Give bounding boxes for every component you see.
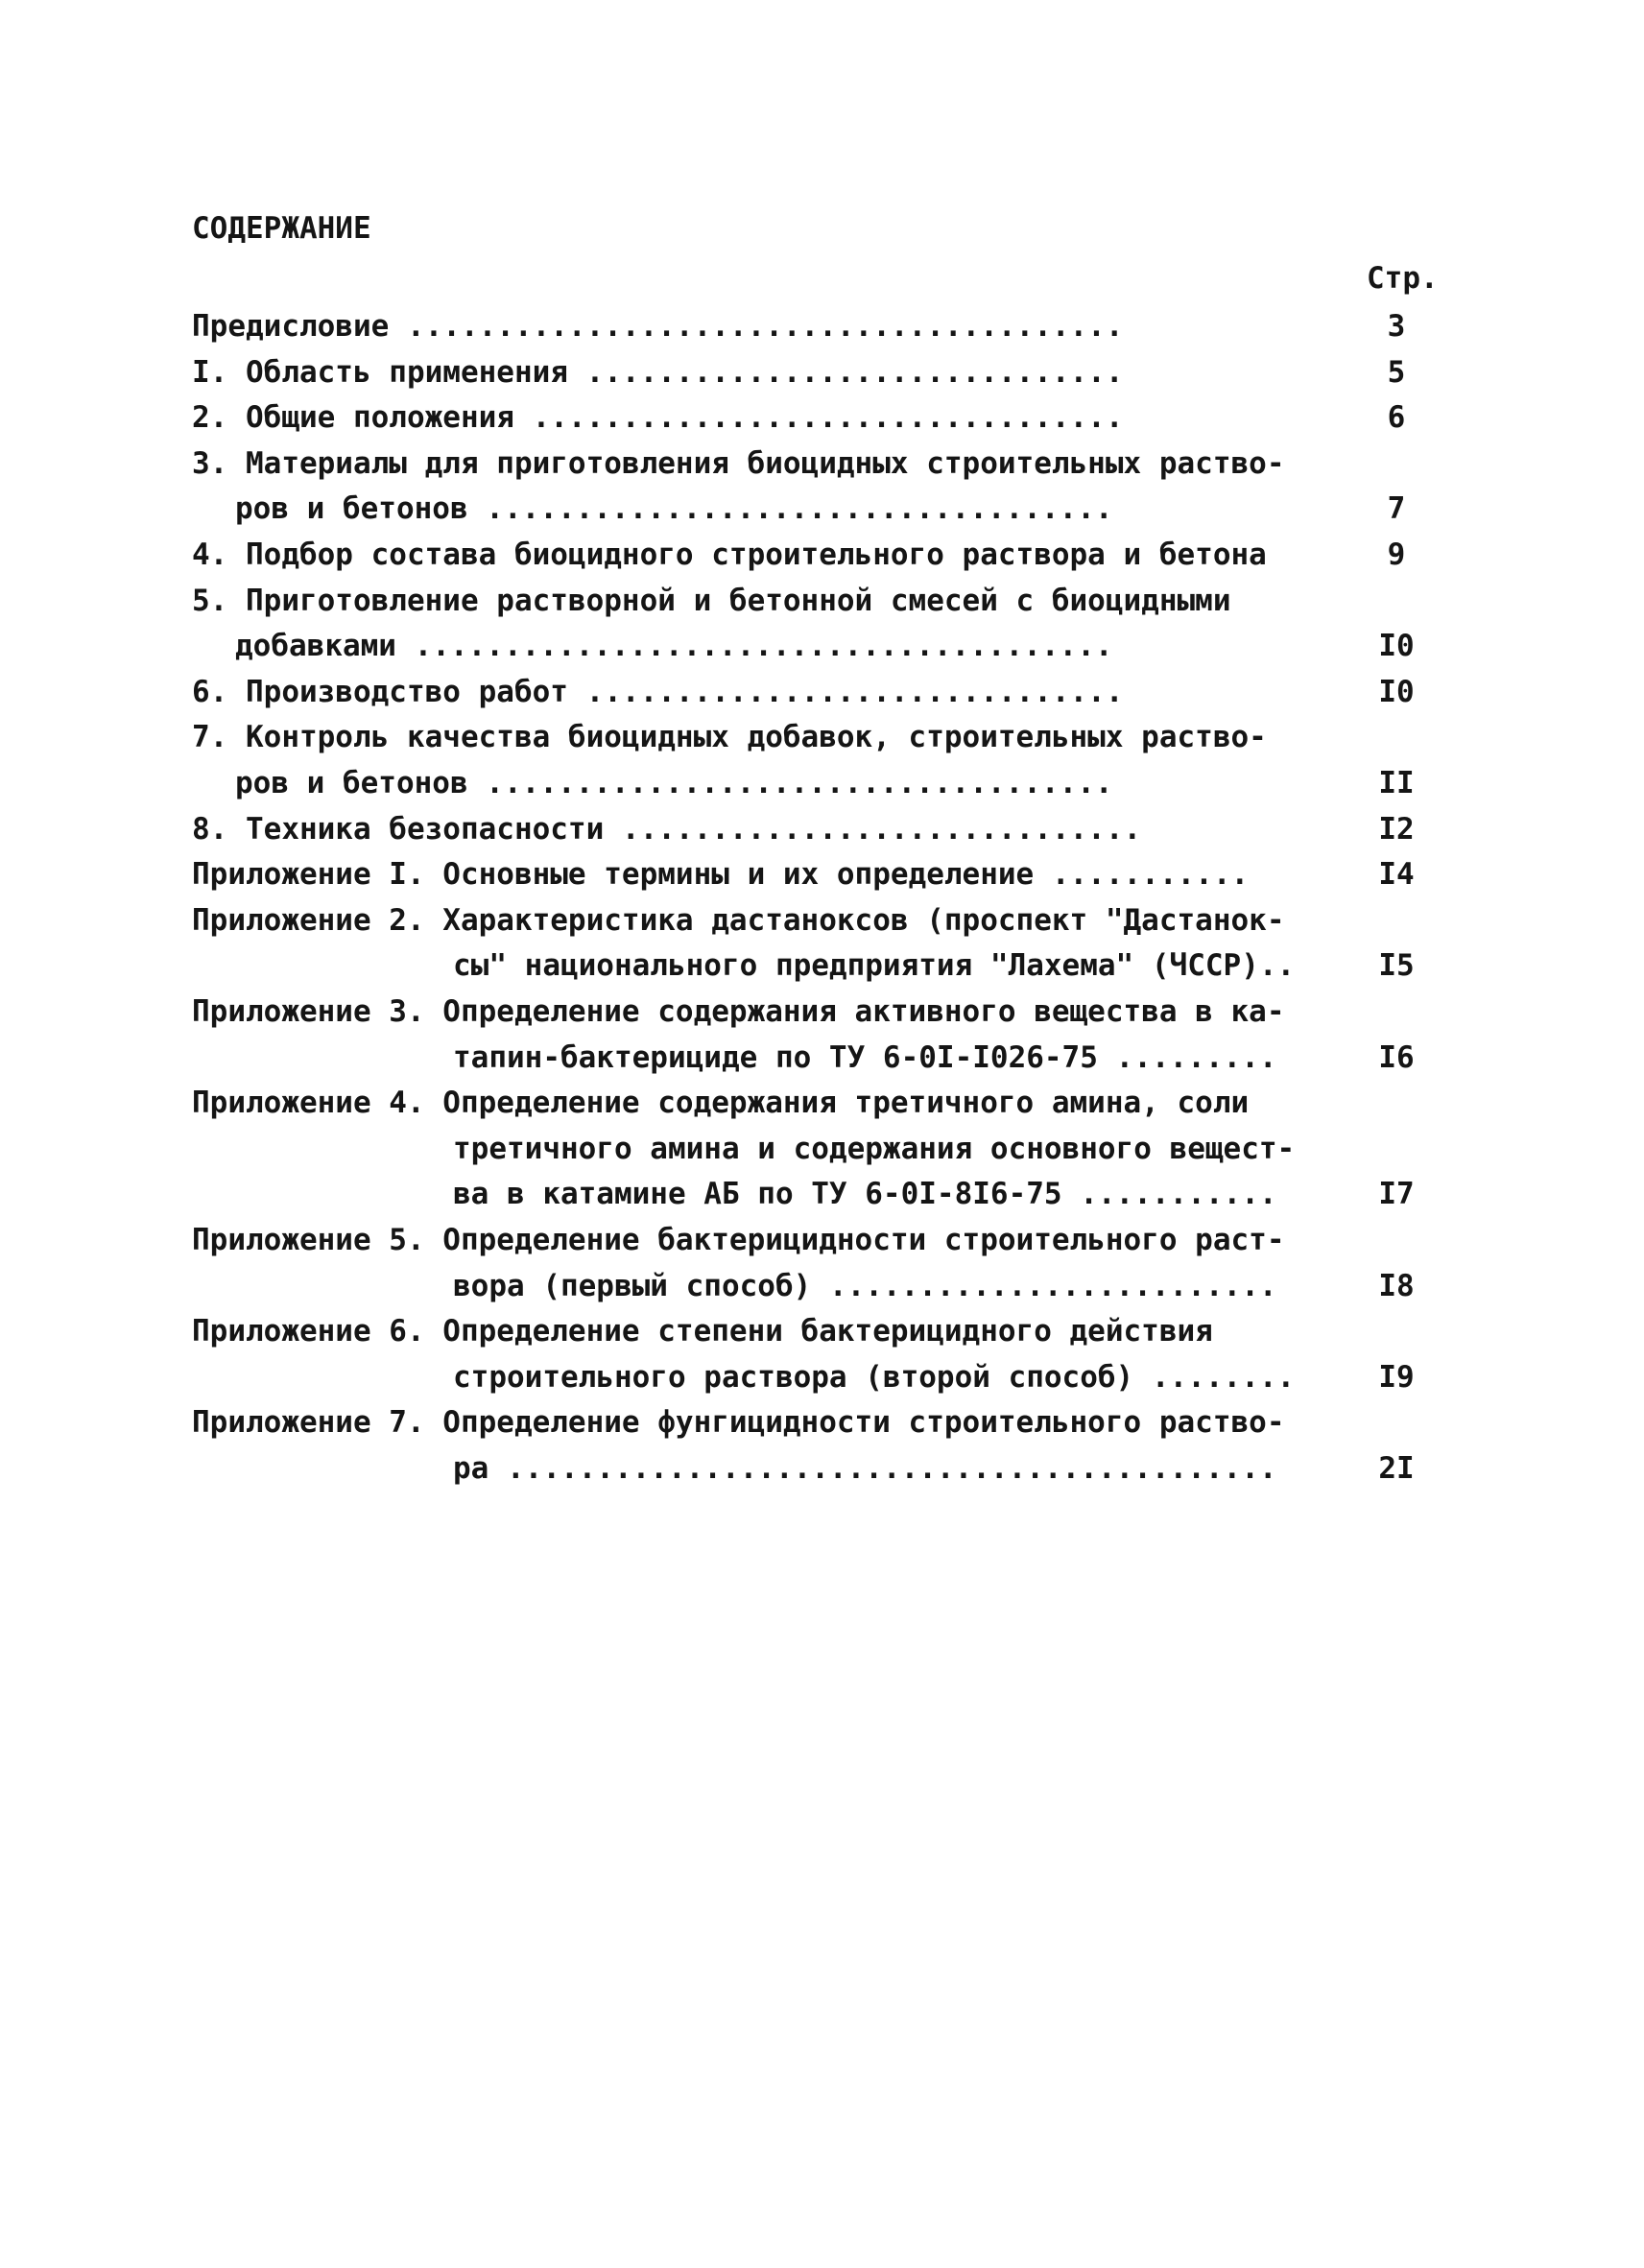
toc-entry-text: Предисловие ........................................	[192, 309, 1124, 344]
page-title: СОДЕРЖАНИЕ	[192, 211, 371, 246]
toc-entry-text: Приложение 7. Определение фунгицидности строительного раство-	[192, 1405, 1285, 1441]
toc-entry-page-number: I7	[1378, 1177, 1415, 1212]
toc-entry-page-number: 6	[1387, 400, 1406, 436]
toc-entry-text: ров и бетонов ...................................	[235, 766, 1113, 800]
toc-entry-text: 8. Техника безопасности .............................	[192, 811, 1142, 847]
toc-entry-page-number: I8	[1378, 1268, 1415, 1303]
toc-entry-text: 4. Подбор состава биоцидного строительного раствора и бетона	[192, 537, 1267, 572]
toc-entry-page-number: I0	[1378, 629, 1415, 664]
toc-entry-text: Приложение 5. Определение бактерицидности строительного раст-	[192, 1223, 1285, 1257]
toc-entry-text: 3. Материалы для приготовления биоцидных строительных раство-	[192, 445, 1285, 481]
toc-entry-page-number: I5	[1378, 948, 1415, 984]
toc-entry-text: Приложение 6. Определение степени бактерицидного действия	[192, 1314, 1213, 1349]
toc-entry-page-number: 7	[1387, 491, 1406, 527]
toc-entry-page-number: I4	[1378, 857, 1415, 893]
toc-entry-page-number: I6	[1378, 1039, 1415, 1075]
toc-entry-text: строительного раствора (второй способ) ........	[453, 1359, 1296, 1395]
toc-entry-page-number: 9	[1387, 537, 1406, 572]
toc-entry-text: 7. Контроль качества биоцидных добавок, строительных раство-	[192, 720, 1267, 755]
toc-entry-page-number: 5	[1387, 354, 1406, 390]
toc-entry-text: ра ...........................................	[453, 1451, 1277, 1486]
toc-entry-text: Приложение 3. Определение содержания активного вещества в ка-	[192, 994, 1285, 1029]
toc-entry-text: третичного амина и содержания основного вещест-	[453, 1131, 1296, 1166]
toc-entry-page-number: I9	[1378, 1359, 1415, 1395]
toc-entry-text: 6. Производство работ ..............................	[192, 674, 1124, 709]
toc-entry-text: Приложение I. Основные термины и их определение ...........	[192, 857, 1250, 893]
toc-entry-text: I. Область применения ..............................	[192, 354, 1124, 390]
toc-entry-text: 5. Приготовление растворной и бетонной смесей с биоцидными	[192, 583, 1231, 618]
toc-entry-text: Приложение 4. Определение содержания третичного амина, соли	[192, 1086, 1250, 1121]
toc-entry-text: сы" национального предприятия "Лахема" (ЧССР)..	[453, 948, 1296, 984]
page-number-column-header: Стр.	[1367, 261, 1439, 296]
toc-entry-text: 2. Общие положения .................................	[192, 400, 1124, 436]
toc-entry-text: тапин-бактерициде по ТУ 6-0I-I026-75 .........	[453, 1039, 1277, 1075]
toc-entry-text: вора (первый способ) .........................	[453, 1268, 1277, 1303]
toc-entry-page-number: 3	[1387, 309, 1406, 344]
toc-entry-text: Приложение 2. Характеристика дастаноксов (проспект "Дастанок-	[192, 902, 1285, 938]
toc-entry-text: ва в катамине АБ по ТУ 6-0I-8I6-75 ...........	[453, 1177, 1277, 1212]
toc-entry-text: добавками .......................................	[235, 629, 1113, 664]
toc-entry-page-number: II	[1378, 766, 1415, 800]
toc-entry-page-number: I2	[1378, 811, 1415, 847]
toc-entry-text: ров и бетонов ...................................	[235, 491, 1113, 527]
toc-entry-page-number: I0	[1378, 674, 1415, 709]
toc-entry-page-number: 2I	[1378, 1451, 1415, 1486]
